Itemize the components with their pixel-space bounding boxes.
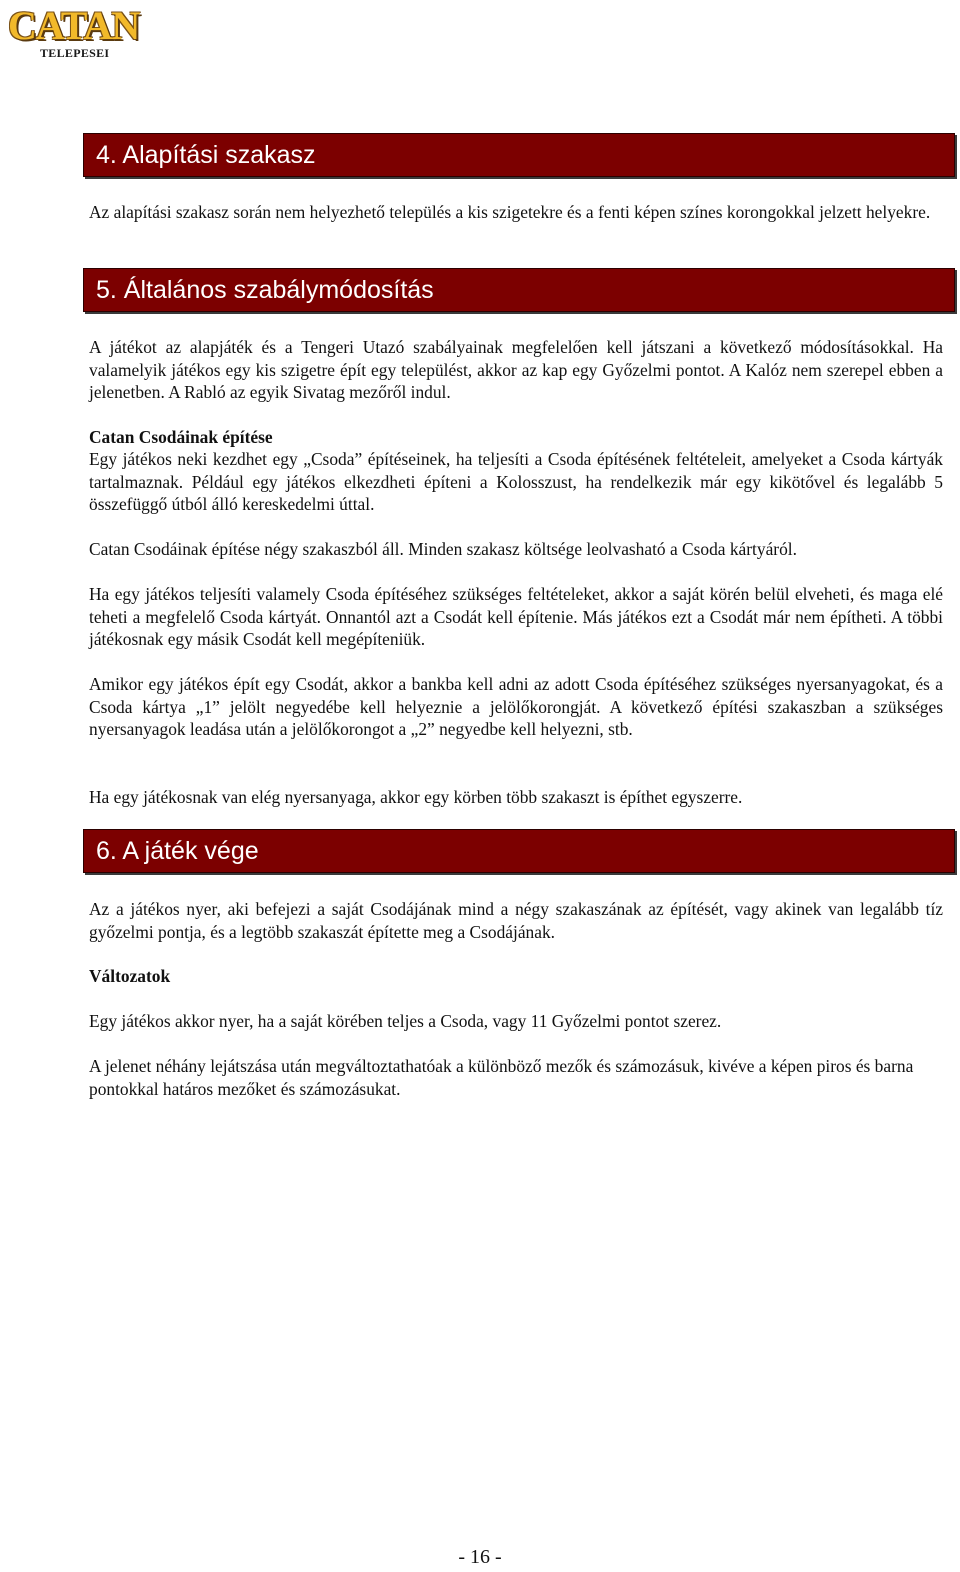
catan-logo <box>6 4 142 62</box>
section-5-paragraph-4: Ha egy játékos teljesíti valamely Csoda építéséhez szükséges feltételeket, akkor a saját körén belül elveheti, és maga elé teheti a megfelelő Csoda kártyát. Onnantól azt a Csodát kell építenie. Más játékos ezt a Csodát már nem építheti. A többi játékosnak egy másik Csodát kell megépíteniük. <box>89 584 943 649</box>
section-5-paragraph-2: Egy játékos neki kezdhet egy „Csoda” építéseinek, ha teljesíti a Csoda építésének feltételeit, amelyeket a Csoda kártyák tartalmaznak. Például egy játékos elkezdheti építeni a Kolosszust, ha rendelkezik már egy kikötővel és legalább 5 összefüggő útból álló kereskedelmi úttal. <box>89 449 943 514</box>
variants-subheading: Változatok <box>89 966 171 986</box>
wonders-subheading: Catan Csodáinak építése <box>89 427 273 447</box>
section-6-header <box>83 829 955 873</box>
logo-title: CATAN <box>8 3 140 48</box>
section-6-paragraph-1: Az a játékos nyer, aki befejezi a saját Csodájának mind a négy szakaszának az építését, vagy akinek van legalább tíz győzelmi pontja, és a legtöbb szakaszát építette meg a Csodájának. <box>89 899 943 942</box>
section-6-paragraph-2: Egy játékos akkor nyer, ha a saját körében teljes a Csoda, vagy 11 Győzelmi pontot szerez. <box>89 1011 722 1031</box>
section-5-title: 5. Általános szabálymódosítás <box>96 276 434 304</box>
section-5-paragraph-5: Amikor egy játékos épít egy Csodát, akkor a bankba kell adni az adott Csoda építéséhez szükséges nyersanyagokat, és a Csoda kártya „1” jelölt negyedébe kell helyeznie a jelölőkorongját. A következő építési szakaszban a szükséges nyersanyagok leadása után a jelölőkorongot a „2” negyedbe kell helyezni, stb. <box>89 674 943 739</box>
section-5-header <box>83 268 955 312</box>
section-5-paragraph-3: Catan Csodáinak építése négy szakaszból áll. Minden szakasz költsége leolvasható a Csoda kártyáról. <box>89 539 797 559</box>
logo-subtitle: TELEPESEI <box>40 46 110 60</box>
section-6-paragraph-3: A jelenet néhány lejátszása után megváltoztathatóak a különböző mezők és számozásuk, kivéve a képen piros és barna pontokkal határos mezőket és számozásukat. <box>89 1056 914 1099</box>
section-4-header <box>83 133 955 177</box>
section-6-title: 6. A játék vége <box>96 837 259 865</box>
section-5-paragraph-6: Ha egy játékosnak van elég nyersanyaga, akkor egy körben több szakaszt is építhet egyszerre. <box>89 787 743 807</box>
section-4-title: 4. Alapítási szakasz <box>96 141 316 169</box>
section-4-paragraph: Az alapítási szakasz során nem helyezhető település a kis szigetekre és a fenti képen színes korongokkal jelzett helyekre. <box>89 202 931 222</box>
page-number: - 16 - <box>458 1546 502 1568</box>
section-5-paragraph-1: A játékot az alapjáték és a Tengeri Utazó szabályainak megfelelően kell játszani a következő módosításokkal. Ha valamelyik játékos egy kis szigetre épít egy települést, akkor az kap egy Győzelmi pontot. A Kalóz nem szerepel ebben a jelenetben. A Rabló az egyik Sivatag mezőről indul. <box>89 337 943 402</box>
